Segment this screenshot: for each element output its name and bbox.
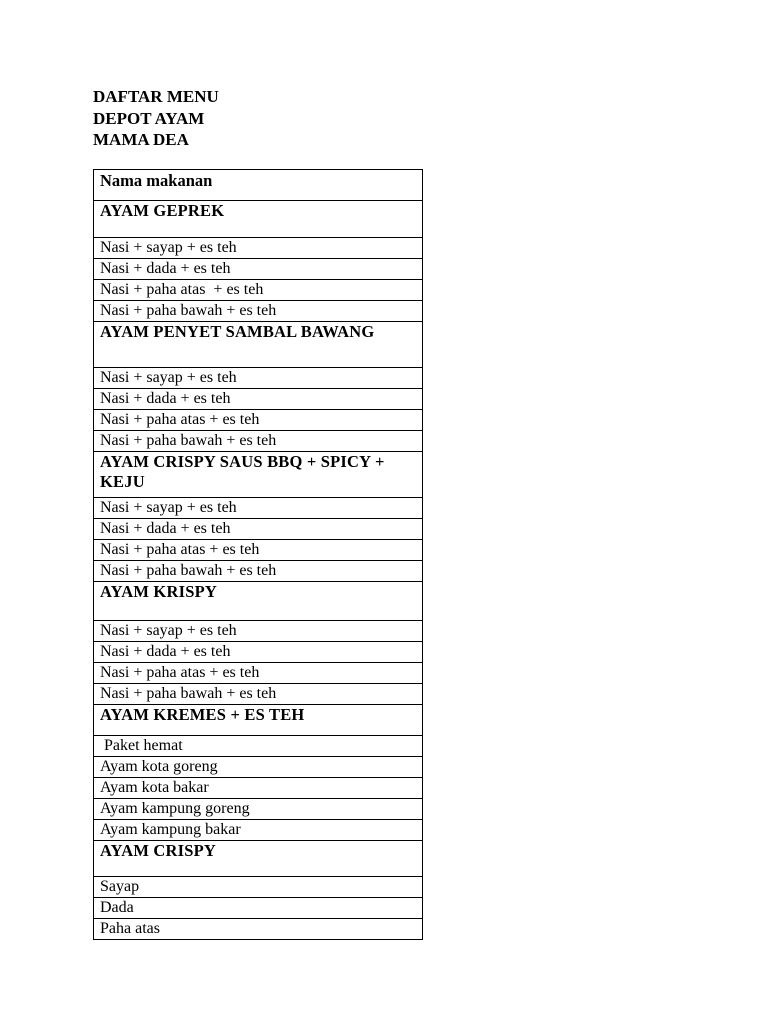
table-row <box>94 642 423 663</box>
menu-item-name: Nasi + dada + es teh <box>94 259 423 280</box>
table-row <box>94 410 423 431</box>
menu-item-name: Nasi + paha bawah + es teh <box>94 431 423 452</box>
category-row <box>94 841 423 877</box>
table-row <box>94 621 423 642</box>
table-header-row <box>94 170 423 201</box>
table-row <box>94 431 423 452</box>
menu-item-name: Nasi + sayap + es teh <box>94 238 423 259</box>
menu-item-name: Ayam kota bakar <box>94 778 423 799</box>
category-name: AYAM GEPREK <box>94 201 423 238</box>
table-row <box>94 820 423 841</box>
category-name: AYAM KRISPY <box>94 582 423 621</box>
menu-item-name: Nasi + paha atas + es teh <box>94 663 423 684</box>
table-row <box>94 280 423 301</box>
table-row <box>94 663 423 684</box>
table-row <box>94 389 423 410</box>
title-line-2: DEPOT AYAM <box>93 108 205 128</box>
table-row <box>94 684 423 705</box>
menu-item-name: Nasi + paha bawah + es teh <box>94 561 423 582</box>
menu-item-name: Nasi + paha bawah + es teh <box>94 684 423 705</box>
table-row <box>94 498 423 519</box>
category-name: AYAM CRISPY SAUS BBQ + SPICY + KEJU <box>94 452 423 498</box>
menu-item-name: Dada <box>94 898 423 919</box>
table-row <box>94 301 423 322</box>
table-row <box>94 561 423 582</box>
category-row <box>94 582 423 621</box>
menu-item-name: Paket hemat <box>94 736 423 757</box>
category-name: AYAM PENYET SAMBAL BAWANG <box>94 322 423 368</box>
menu-item-name: Nasi + sayap + es teh <box>94 498 423 519</box>
table-row <box>94 736 423 757</box>
table-row <box>94 259 423 280</box>
table-row <box>94 799 423 820</box>
table-row <box>94 877 423 898</box>
document-title <box>93 86 219 151</box>
menu-item-name: Nasi + paha atas + es teh <box>94 280 423 301</box>
menu-item-name: Nasi + dada + es teh <box>94 519 423 540</box>
category-row <box>94 201 423 238</box>
menu-table <box>93 169 423 940</box>
menu-item-name: Nasi + sayap + es teh <box>94 621 423 642</box>
table-row <box>94 778 423 799</box>
menu-item-name: Sayap <box>94 877 423 898</box>
table-row <box>94 540 423 561</box>
table-row <box>94 757 423 778</box>
category-name: AYAM KREMES + ES TEH <box>94 705 423 736</box>
category-row <box>94 705 423 736</box>
table-row <box>94 519 423 540</box>
category-name: AYAM CRISPY <box>94 841 423 877</box>
menu-item-name: Nasi + sayap + es teh <box>94 368 423 389</box>
title-line-1: DAFTAR MENU <box>93 87 219 106</box>
title-line-3: MAMA DEA <box>93 130 189 149</box>
menu-item-name: Paha atas <box>94 919 423 940</box>
category-row <box>94 452 423 498</box>
menu-item-name: Nasi + dada + es teh <box>94 389 423 410</box>
category-row <box>94 322 423 368</box>
menu-item-name: Ayam kota goreng <box>94 757 423 778</box>
menu-item-name: Nasi + paha bawah + es teh <box>94 301 423 322</box>
table-row <box>94 898 423 919</box>
table-row <box>94 919 423 940</box>
column-header-nama-makanan: Nama makanan <box>94 170 423 201</box>
table-row <box>94 238 423 259</box>
menu-item-name: Nasi + paha atas + es teh <box>94 540 423 561</box>
menu-item-name: Ayam kampung goreng <box>94 799 423 820</box>
menu-item-name: Nasi + dada + es teh <box>94 642 423 663</box>
table-row <box>94 368 423 389</box>
menu-item-name: Ayam kampung bakar <box>94 820 423 841</box>
menu-item-name: Nasi + paha atas + es teh <box>94 410 423 431</box>
